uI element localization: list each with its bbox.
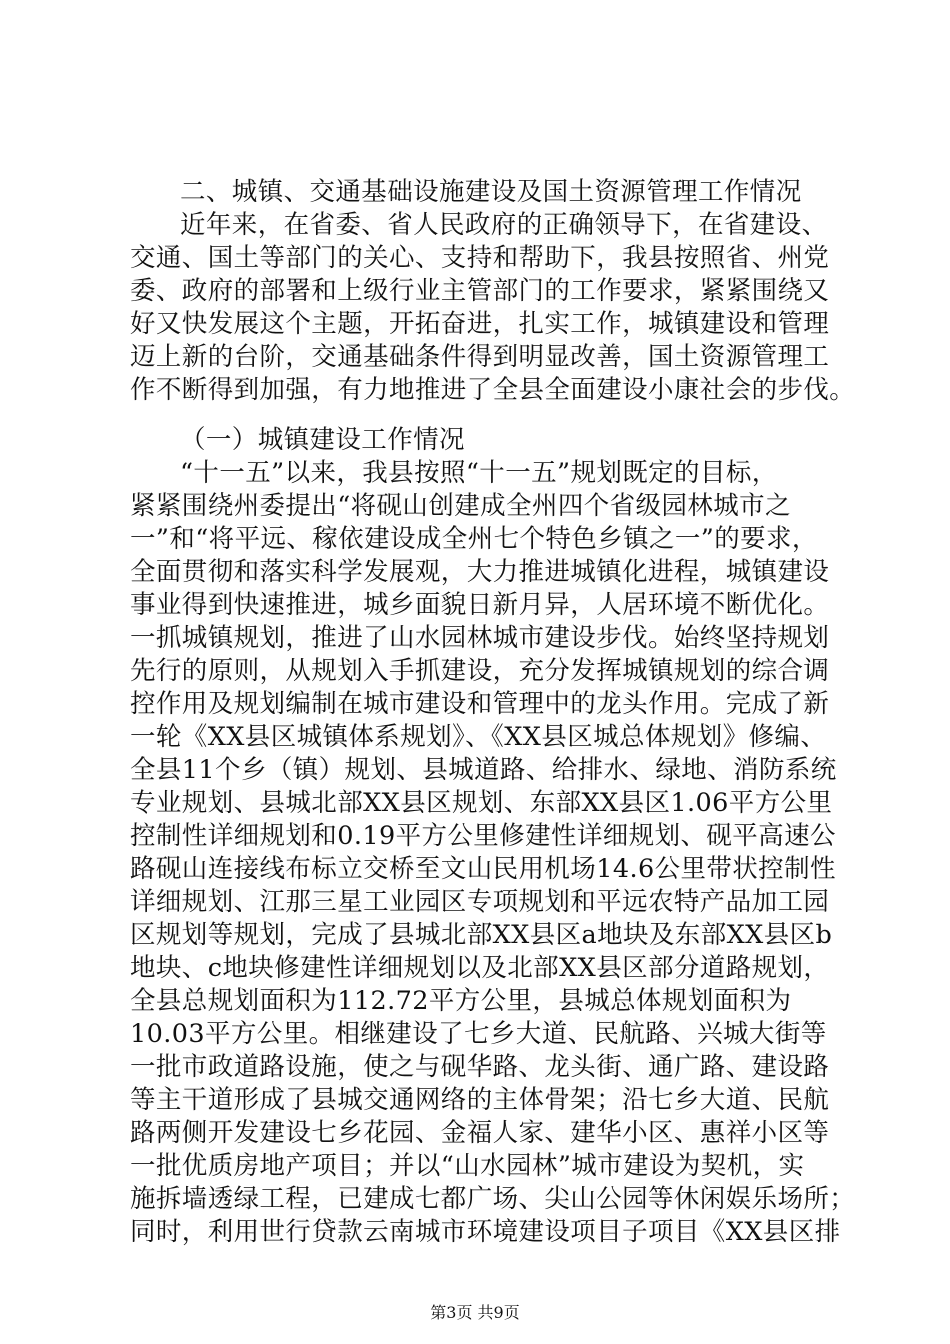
paragraph-line: 一抓城镇规划，推进了山水园林城市建设步伐。始终坚持规划	[130, 623, 830, 653]
paragraph-line: 路砚山连接线布标立交桥至文山民用机场14.6公里带状控制性	[130, 854, 836, 884]
paragraph-line: 等主干道形成了县城交通网络的主体骨架；沿七乡大道、民航	[130, 1085, 830, 1115]
paragraph-line: 地块、c地块修建性详细规划以及北部XX县区部分道路规划，	[130, 953, 830, 983]
paragraph-line: “十一五”以来，我县按照“十一五”规划既定的目标，	[180, 458, 778, 488]
paragraph-line: 近年来，在省委、省人民政府的正确领导下，在省建设、	[180, 210, 828, 240]
paragraph-line: 紧紧围绕州委提出“将砚山创建成全州四个省级园林城市之	[130, 491, 791, 521]
paragraph-line: 先行的原则，从规划入手抓建设，充分发挥城镇规划的综合调	[130, 656, 830, 686]
subsection-title: （一）城镇建设工作情况	[180, 425, 465, 455]
paragraph-line: 10.03平方公里。相继建设了七乡大道、民航路、兴城大街等	[130, 1019, 827, 1049]
paragraph-line: 一批优质房地产项目；并以“山水园林”城市建设为契机，实	[130, 1151, 805, 1181]
paragraph-line: 控作用及规划编制在城市建设和管理中的龙头作用。完成了新	[130, 689, 830, 719]
paragraph-line: 全县总规划面积为112.72平方公里，县城总体规划面积为	[130, 986, 792, 1016]
paragraph-line: 专业规划、县城北部XX县区规划、东部XX县区1.06平方公里	[130, 788, 833, 818]
paragraph-line: 一”和“将平远、稼依建设成全州七个特色乡镇之一”的要求，	[130, 524, 818, 554]
paragraph-line: 区规划等规划，完成了县城北部XX县区a地块及东部XX县区b	[130, 920, 833, 950]
paragraph-line: 施拆墙透绿工程，已建成七都广场、尖山公园等休闲娱乐场所；	[130, 1184, 856, 1214]
section-title: 二、城镇、交通基础设施建设及国土资源管理工作情况	[180, 177, 802, 207]
page-footer: 第3页 共9页	[430, 1303, 520, 1322]
paragraph-line: 交通、国土等部门的关心、支持和帮助下，我县按照省、州党	[130, 243, 830, 273]
paragraph-line: 控制性详细规划和0.19平方公里修建性详细规划、砚平高速公	[130, 821, 836, 851]
paragraph-line: 一轮《XX县区城镇体系规划》、《XX县区城总体规划》修编、	[130, 722, 827, 752]
paragraph-line: 委、政府的部署和上级行业主管部门的工作要求，紧紧围绕又	[130, 276, 830, 306]
paragraph-line: 全面贯彻和落实科学发展观，大力推进城镇化进程，城镇建设	[130, 557, 830, 587]
paragraph-line: 一批市政道路设施，使之与砚华路、龙头街、通广路、建设路	[130, 1052, 830, 1082]
paragraph-line: 事业得到快速推进，城乡面貌日新月异，人居环境不断优化。	[130, 590, 830, 620]
paragraph-line: 路两侧开发建设七乡花园、金福人家、建华小区、惠祥小区等	[130, 1118, 830, 1148]
paragraph-line: 迈上新的台阶，交通基础条件得到明显改善，国土资源管理工	[130, 342, 830, 372]
paragraph-line: 作不断得到加强，有力地推进了全县全面建设小康社会的步伐。	[130, 375, 856, 405]
paragraph-line: 全县11个乡（镇）规划、县城道路、给排水、绿地、消防系统	[130, 755, 837, 785]
paragraph-line: 同时，利用世行贷款云南城市环境建设项目子项目《XX县区排	[130, 1217, 841, 1247]
paragraph-line: 好又快发展这个主题，开拓奋进，扎实工作，城镇建设和管理	[130, 309, 830, 339]
paragraph-line: 详细规划、江那三星工业园区专项规划和平远农特产品加工园	[130, 887, 830, 917]
